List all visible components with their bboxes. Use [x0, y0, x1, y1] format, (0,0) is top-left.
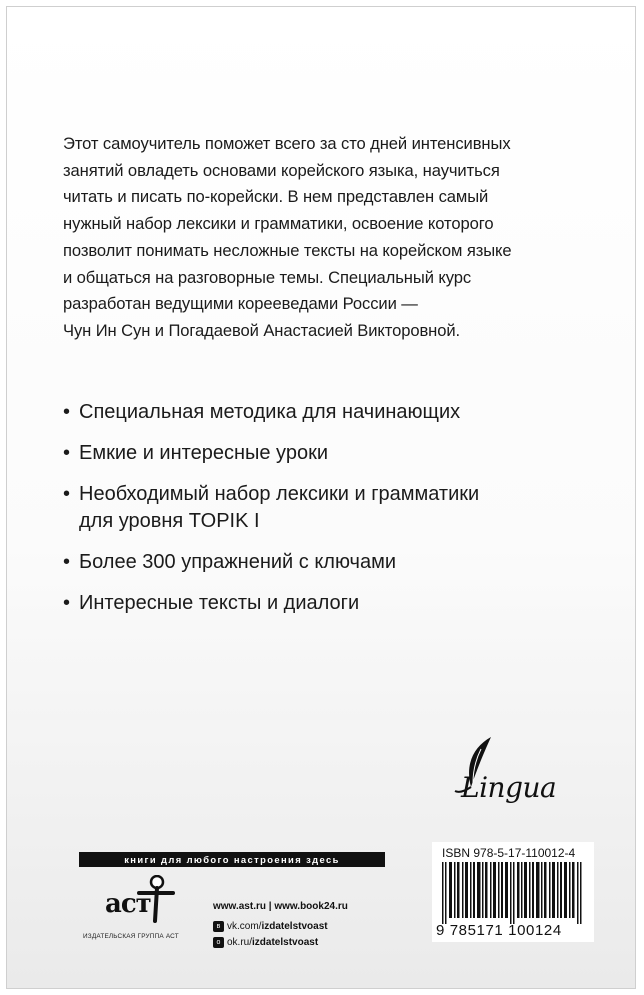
barcode-block [432, 842, 594, 942]
ast-logo [95, 875, 177, 927]
back-cover [6, 6, 636, 989]
feature-text: Более 300 упражнений с ключами [79, 551, 397, 573]
description-line: разработан ведущими корееведами России — [63, 294, 418, 314]
ok-prefix: ok.ru/ [227, 936, 253, 948]
vk-handle: izdatelstvoast [261, 920, 328, 932]
description-line: Этот самоучитель поможет всего за сто дней интенсивных [63, 134, 511, 153]
barcode-icon [440, 862, 586, 924]
barcode-number: 9 785171 100124 [436, 922, 562, 939]
description-line: читать и писать по-корейски. В нем представлен самый [63, 187, 489, 207]
feature-text: для уровня TOPIK I [79, 510, 260, 532]
bullet-icon: • [63, 592, 71, 614]
description-line: позволит понимать несложные тексты на корейском языке [63, 240, 512, 260]
vk-link[interactable] [213, 919, 328, 933]
bullet-icon: • [63, 401, 71, 423]
feature-item [63, 481, 603, 535]
bullet-icon: • [63, 551, 71, 573]
logo-text: Lingua [461, 771, 557, 804]
description-line: Чун Ин Сун и Погадаевой Анастасией Викторовной. [63, 320, 461, 340]
feature-item [63, 590, 603, 617]
website-link[interactable]: www.ast.ru | www.book24.ru [213, 901, 348, 912]
bullet-icon: • [63, 483, 71, 505]
slogan-bar: книги для любого настроения здесь [79, 852, 385, 867]
vk-icon: в [213, 921, 224, 932]
social-links [213, 919, 328, 951]
feature-text: Специальная методика для начинающих [79, 401, 461, 423]
description-line: занятий овладеть основами корейского языка, научиться [63, 160, 500, 180]
ok-handle: izdatelstvoast [252, 936, 319, 948]
lingua-logo [447, 735, 567, 817]
isbn-text: ISBN 978-5-17-110012-4 [442, 846, 576, 860]
website-links [213, 901, 348, 912]
ok-link[interactable] [213, 935, 328, 949]
ok-icon: о [213, 937, 224, 948]
ast-mark: аст [105, 889, 151, 919]
feature-item [63, 440, 603, 467]
description-paragraph [63, 131, 603, 345]
feature-text: Емкие и интересные уроки [79, 442, 328, 464]
description-line: нужный набор лексики и грамматики, освоение которого [63, 214, 494, 234]
feature-text: Интересные тексты и диалоги [79, 592, 360, 614]
feature-item [63, 549, 603, 576]
publisher-caption: ИЗДАТЕЛЬСКАЯ ГРУППА АСТ [83, 933, 179, 940]
bullet-icon: • [63, 442, 71, 464]
feature-text: Необходимый набор лексики и грамматики [79, 483, 480, 505]
feature-list [63, 399, 603, 617]
feature-item [63, 399, 603, 426]
vk-prefix: vk.com/ [227, 920, 262, 932]
description-line: и общаться на разговорные темы. Специальный курс [63, 267, 472, 287]
